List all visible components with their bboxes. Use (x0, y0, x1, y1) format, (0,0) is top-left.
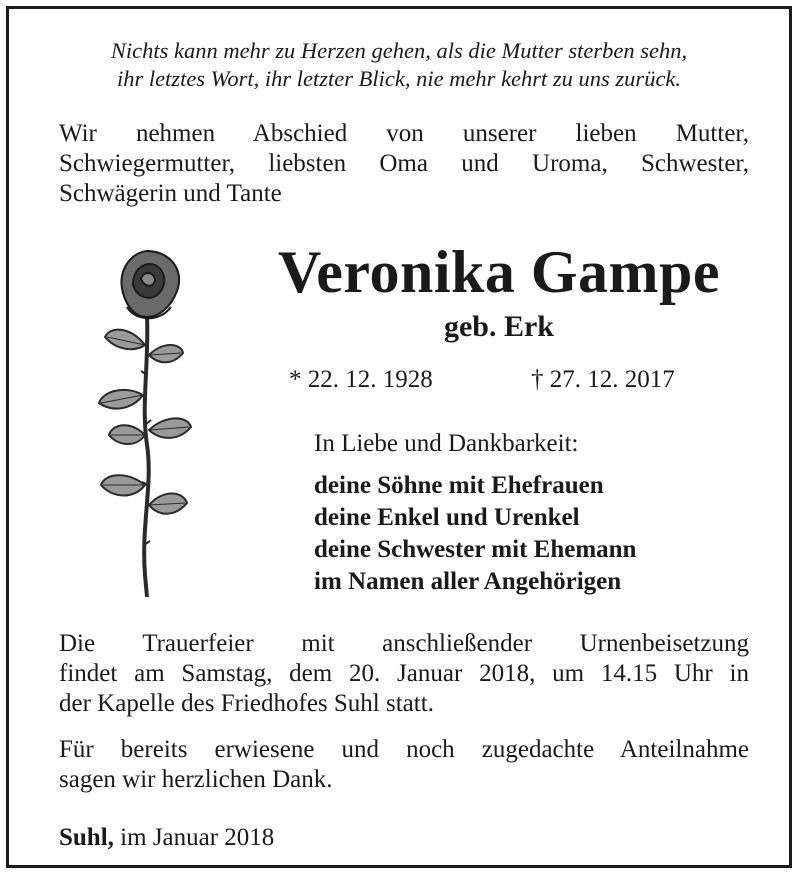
maiden-name: geb. Erk (443, 310, 554, 343)
ceremony-line: der Kapelle des Friedhofes Suhl statt. (59, 690, 434, 717)
intro-line: Wir nehmen Abschied von unserer lieben Mutter, (59, 120, 749, 147)
deceased-name: Veronika Gampe (277, 239, 721, 305)
signoff-date: im Januar 2018 (120, 824, 275, 851)
signoff (59, 823, 274, 853)
ceremony-paragraph (59, 629, 749, 719)
ceremony-line: findet am Samstag, dem 20. Januar 2018, um 14.15 Uhr in (59, 660, 749, 687)
mourner-entry: deine Söhne mit Ehefrauen (314, 472, 604, 499)
intro-paragraph (59, 119, 749, 209)
mourners-list (314, 470, 636, 598)
mourner-entry: deine Schwester mit Ehemann (314, 536, 637, 563)
gratitude-paragraph (59, 735, 749, 795)
gratitude-line: sagen wir herzlichen Dank. (59, 766, 333, 793)
thanks-line: In Liebe und Dankbarkeit: (314, 430, 579, 457)
motto-verse (9, 37, 789, 93)
ceremony-line: Die Trauerfeier mit anschließender Urnenbeisetzung (59, 630, 749, 657)
death-date: † 27. 12. 2017 (531, 366, 675, 393)
gratitude-line: Für bereits erwiesene und noch zugedachte Anteilnahme (59, 736, 749, 763)
mourner-entry: deine Enkel und Urenkel (314, 504, 580, 531)
mourner-entry: im Namen aller Angehörigen (314, 568, 622, 595)
signoff-place: Suhl, (59, 824, 114, 851)
rose-icon (89, 245, 209, 615)
birth-date: * 22. 12. 1928 (289, 366, 433, 393)
intro-line: Schwägerin und Tante (59, 180, 282, 207)
intro-line: Schwiegermutter, liebsten Oma und Uroma, Schwester, (59, 150, 749, 177)
obituary-notice (6, 6, 792, 868)
motto-line: ihr letztes Wort, ihr letzter Blick, nie mehr kehrt zu uns zurück. (116, 66, 682, 91)
motto-line: Nichts kann mehr zu Herzen gehen, als die Mutter sterben sehn, (110, 38, 688, 63)
